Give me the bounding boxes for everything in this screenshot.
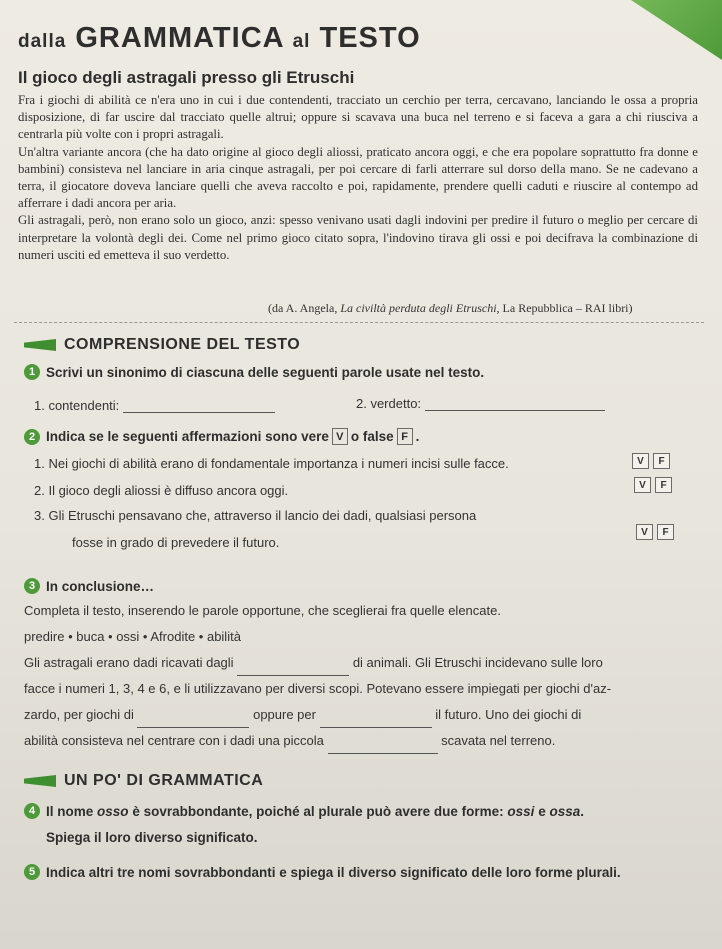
q3-instruction: Completa il testo, inserendo le parole opportune, che sceglierai fra quelle elencate.: [24, 603, 501, 618]
vf-choice-3: [636, 524, 674, 540]
comprensione-heading: COMPRENSIONE DEL TESTO: [24, 336, 300, 354]
question-4-line-2: Spiega il loro diverso significato.: [46, 830, 258, 845]
statement-1: 1. Nei giochi di abilità erano di fondamentale importanza i numeri incisi sulle facce.: [34, 456, 509, 471]
question-number-badge: 2: [24, 429, 40, 445]
false-checkbox[interactable]: F: [657, 524, 674, 540]
section-marker-icon: [24, 339, 56, 351]
false-checkbox[interactable]: F: [655, 477, 672, 493]
reading-text: [18, 92, 698, 264]
question-4: 4 Il nome osso è sovrabbondante, poiché al plurale può avere due forme: ossi e ossa .: [24, 803, 584, 819]
reading-paragraph: Un'altra variante ancora (che ha dato origine al gioco degli aliossi, praticato ancora oggi, e che era popolare soprattutto fra donne e bambini) consisteva nel lanciare in aria cinque astragali, per poi cercare di farli atterrare sul dorso della mano. Se ne cadevano a terra, il giocatore doveva lanciare quelli che aveva raccolto e poi, rapidamente, prendere quelli caduti e riuscire al contempo ad afferrare i dadi ancora per aria.: [18, 144, 698, 211]
question-number-badge: 3: [24, 578, 40, 594]
vf-choice-2: [634, 477, 672, 493]
true-box-icon: V: [332, 428, 348, 445]
question-3: 3 In conclusione…: [24, 578, 154, 594]
q3-line-3: zardo, per giochi di oppure per il futuro. Uno dei giochi di: [24, 702, 704, 728]
q1-item-1: 1. contendenti:: [34, 398, 275, 413]
section-marker-icon: [24, 775, 56, 787]
corner-decoration: [592, 0, 722, 60]
reading-title: Il gioco degli astragali presso gli Etruschi: [18, 68, 355, 87]
reading-source: (da A. Angela, La civiltà perduta degli Etruschi, La Repubblica – RAI libri): [268, 301, 633, 315]
statement-3b: fosse in grado di prevedere il futuro.: [72, 535, 280, 550]
true-checkbox[interactable]: V: [632, 453, 649, 469]
section-divider: [14, 322, 704, 323]
q3-line-4: abilità consisteva nel centrare con i dadi una piccola scavata nel terreno.: [24, 728, 704, 754]
vf-choice-1: [632, 453, 670, 469]
false-checkbox[interactable]: F: [653, 453, 670, 469]
answer-blank[interactable]: [425, 410, 605, 411]
question-5: 5 Indica altri tre nomi sovrabbondanti e spiega il diverso significato delle loro forme plurali.: [24, 864, 621, 880]
question-number-badge: 5: [24, 864, 40, 880]
question-2: 2 Indica se le seguenti affermazioni sono vere V o false F .: [24, 428, 419, 445]
q3-line-1: Gli astragali erano dadi ricavati dagli di animali. Gli Etruschi incidevano sulle loro: [24, 650, 704, 676]
question-number-badge: 4: [24, 803, 40, 819]
q3-line-2: facce i numeri 1, 3, 4 e 6, e li utilizzavano per diversi scopi. Potevano essere impiegati per giochi d'az-: [24, 681, 612, 696]
answer-blank[interactable]: [123, 412, 275, 413]
answer-blank[interactable]: [328, 753, 438, 754]
reading-paragraph: Fra i giochi di abilità ce n'era uno in cui i due contendenti, tracciato un cerchio per terra, cercavano, lanciando le ossa a propria disposizione, di far uscire dal tracciato quelle altrui; oppure si scavava una buca nel terreno e si faceva a gara a chi riusciva a centrarla più volte con i propri astragali.: [18, 93, 698, 142]
true-checkbox[interactable]: V: [636, 524, 653, 540]
q1-item-2: 2. verdetto:: [356, 396, 605, 411]
statement-3a: 3. Gli Etruschi pensavano che, attraverso il lancio dei dadi, qualsiasi persona: [34, 508, 477, 523]
false-box-icon: F: [397, 428, 413, 445]
true-checkbox[interactable]: V: [634, 477, 651, 493]
page-title: dalla GRAMMATICA al TESTO: [18, 22, 421, 54]
grammatica-heading: UN PO' DI GRAMMATICA: [24, 772, 263, 790]
q3-exercise: [24, 589, 704, 754]
question-1: 1 Scrivi un sinonimo di ciascuna delle seguenti parole usate nel testo.: [24, 364, 484, 380]
question-number-badge: 1: [24, 364, 40, 380]
statement-2: 2. Il gioco degli aliossi è diffuso ancora oggi.: [34, 483, 289, 498]
q3-word-list: predire • buca • ossi • Afrodite • abilità: [24, 629, 241, 644]
reading-paragraph: Gli astragali, però, non erano solo un gioco, anzi: spesso venivano usati dagli indovini per predire il futuro o meglio per cercare di interpretare la volontà degli dei. Come nel primo gioco citato sopra, l'indovino tirava gli ossi e poi decifrava la combinazione di numeri usciti ed emetteva il suo verdetto.: [18, 213, 698, 262]
